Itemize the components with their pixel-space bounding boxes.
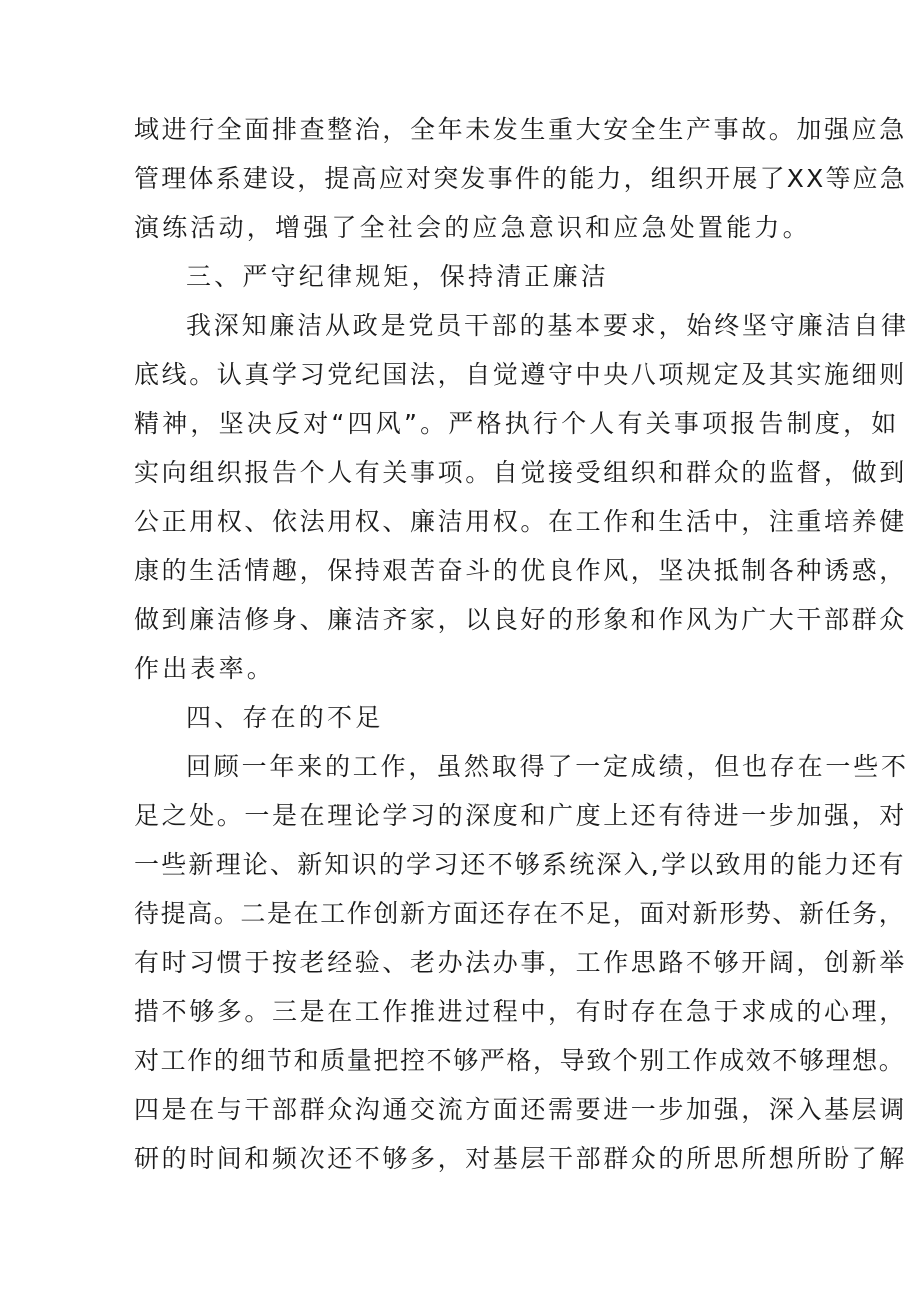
body-text-line: 足之处。一是在理论学习的深度和广度上还有待进一步加强，对 — [134, 801, 907, 830]
body-text-line: 四是在与干部群众沟通交流方面还需要进一步加强，深入基层调 — [134, 1095, 907, 1124]
body-text-line: 一些新理论、新知识的学习还不够系统深入,学以致用的能力还有 — [134, 850, 906, 879]
section-heading: 四、存在的不足 — [186, 703, 384, 732]
body-text-line: 作出表率。 — [134, 654, 276, 683]
body-text-line: 措不够多。三是在工作推进过程中，有时存在急于求成的心理， — [134, 997, 907, 1026]
section-heading: 三、严守纪律规矩，保持清正廉洁 — [186, 262, 610, 291]
body-text-line: 精神，坚决反对“四风”。严格执行个人有关事项报告制度，如 — [134, 409, 900, 438]
body-text-line: 对工作的细节和质量把控不够严格，导致个别工作成效不够理想。 — [134, 1046, 906, 1075]
body-text-line: 公正用权、依法用权、廉洁用权。在工作和生活中，注重培养健 — [134, 507, 907, 536]
body-text-line: 底线。认真学习党纪国法，自觉遵守中央八项规定及其实施细则 — [134, 360, 907, 389]
body-text-line: 我深知廉洁从政是党员干部的基本要求，始终坚守廉洁自律 — [186, 311, 909, 340]
body-text-line: 实向组织报告个人有关事项。自觉接受组织和群众的监督，做到 — [134, 458, 907, 487]
body-text-line: 研的时间和频次还不够多，对基层干部群众的所思所想所盼了解 — [134, 1144, 907, 1173]
body-text-line: 做到廉洁修身、廉洁齐家，以良好的形象和作风为广大干部群众 — [134, 605, 907, 634]
body-text-line: 管理体系建设，提高应对突发事件的能力，组织开展了XX等应急 — [134, 164, 908, 193]
body-text-line: 演练活动，增强了全社会的应急意识和应急处置能力。 — [134, 213, 811, 242]
body-text-line: 回顾一年来的工作，虽然取得了一定成绩，但也存在一些不 — [186, 752, 909, 781]
body-text-line: 域进行全面排查整治，全年未发生重大安全生产事故。加强应急 — [134, 115, 907, 144]
body-text-line: 康的生活情趣，保持艰苦奋斗的优良作风，坚决抵制各种诱惑， — [134, 556, 907, 585]
body-text-line: 有时习惯于按老经验、老办法办事，工作思路不够开阔，创新举 — [134, 948, 907, 977]
body-text-line: 待提高。二是在工作创新方面还存在不足，面对新形势、新任务， — [134, 899, 906, 928]
